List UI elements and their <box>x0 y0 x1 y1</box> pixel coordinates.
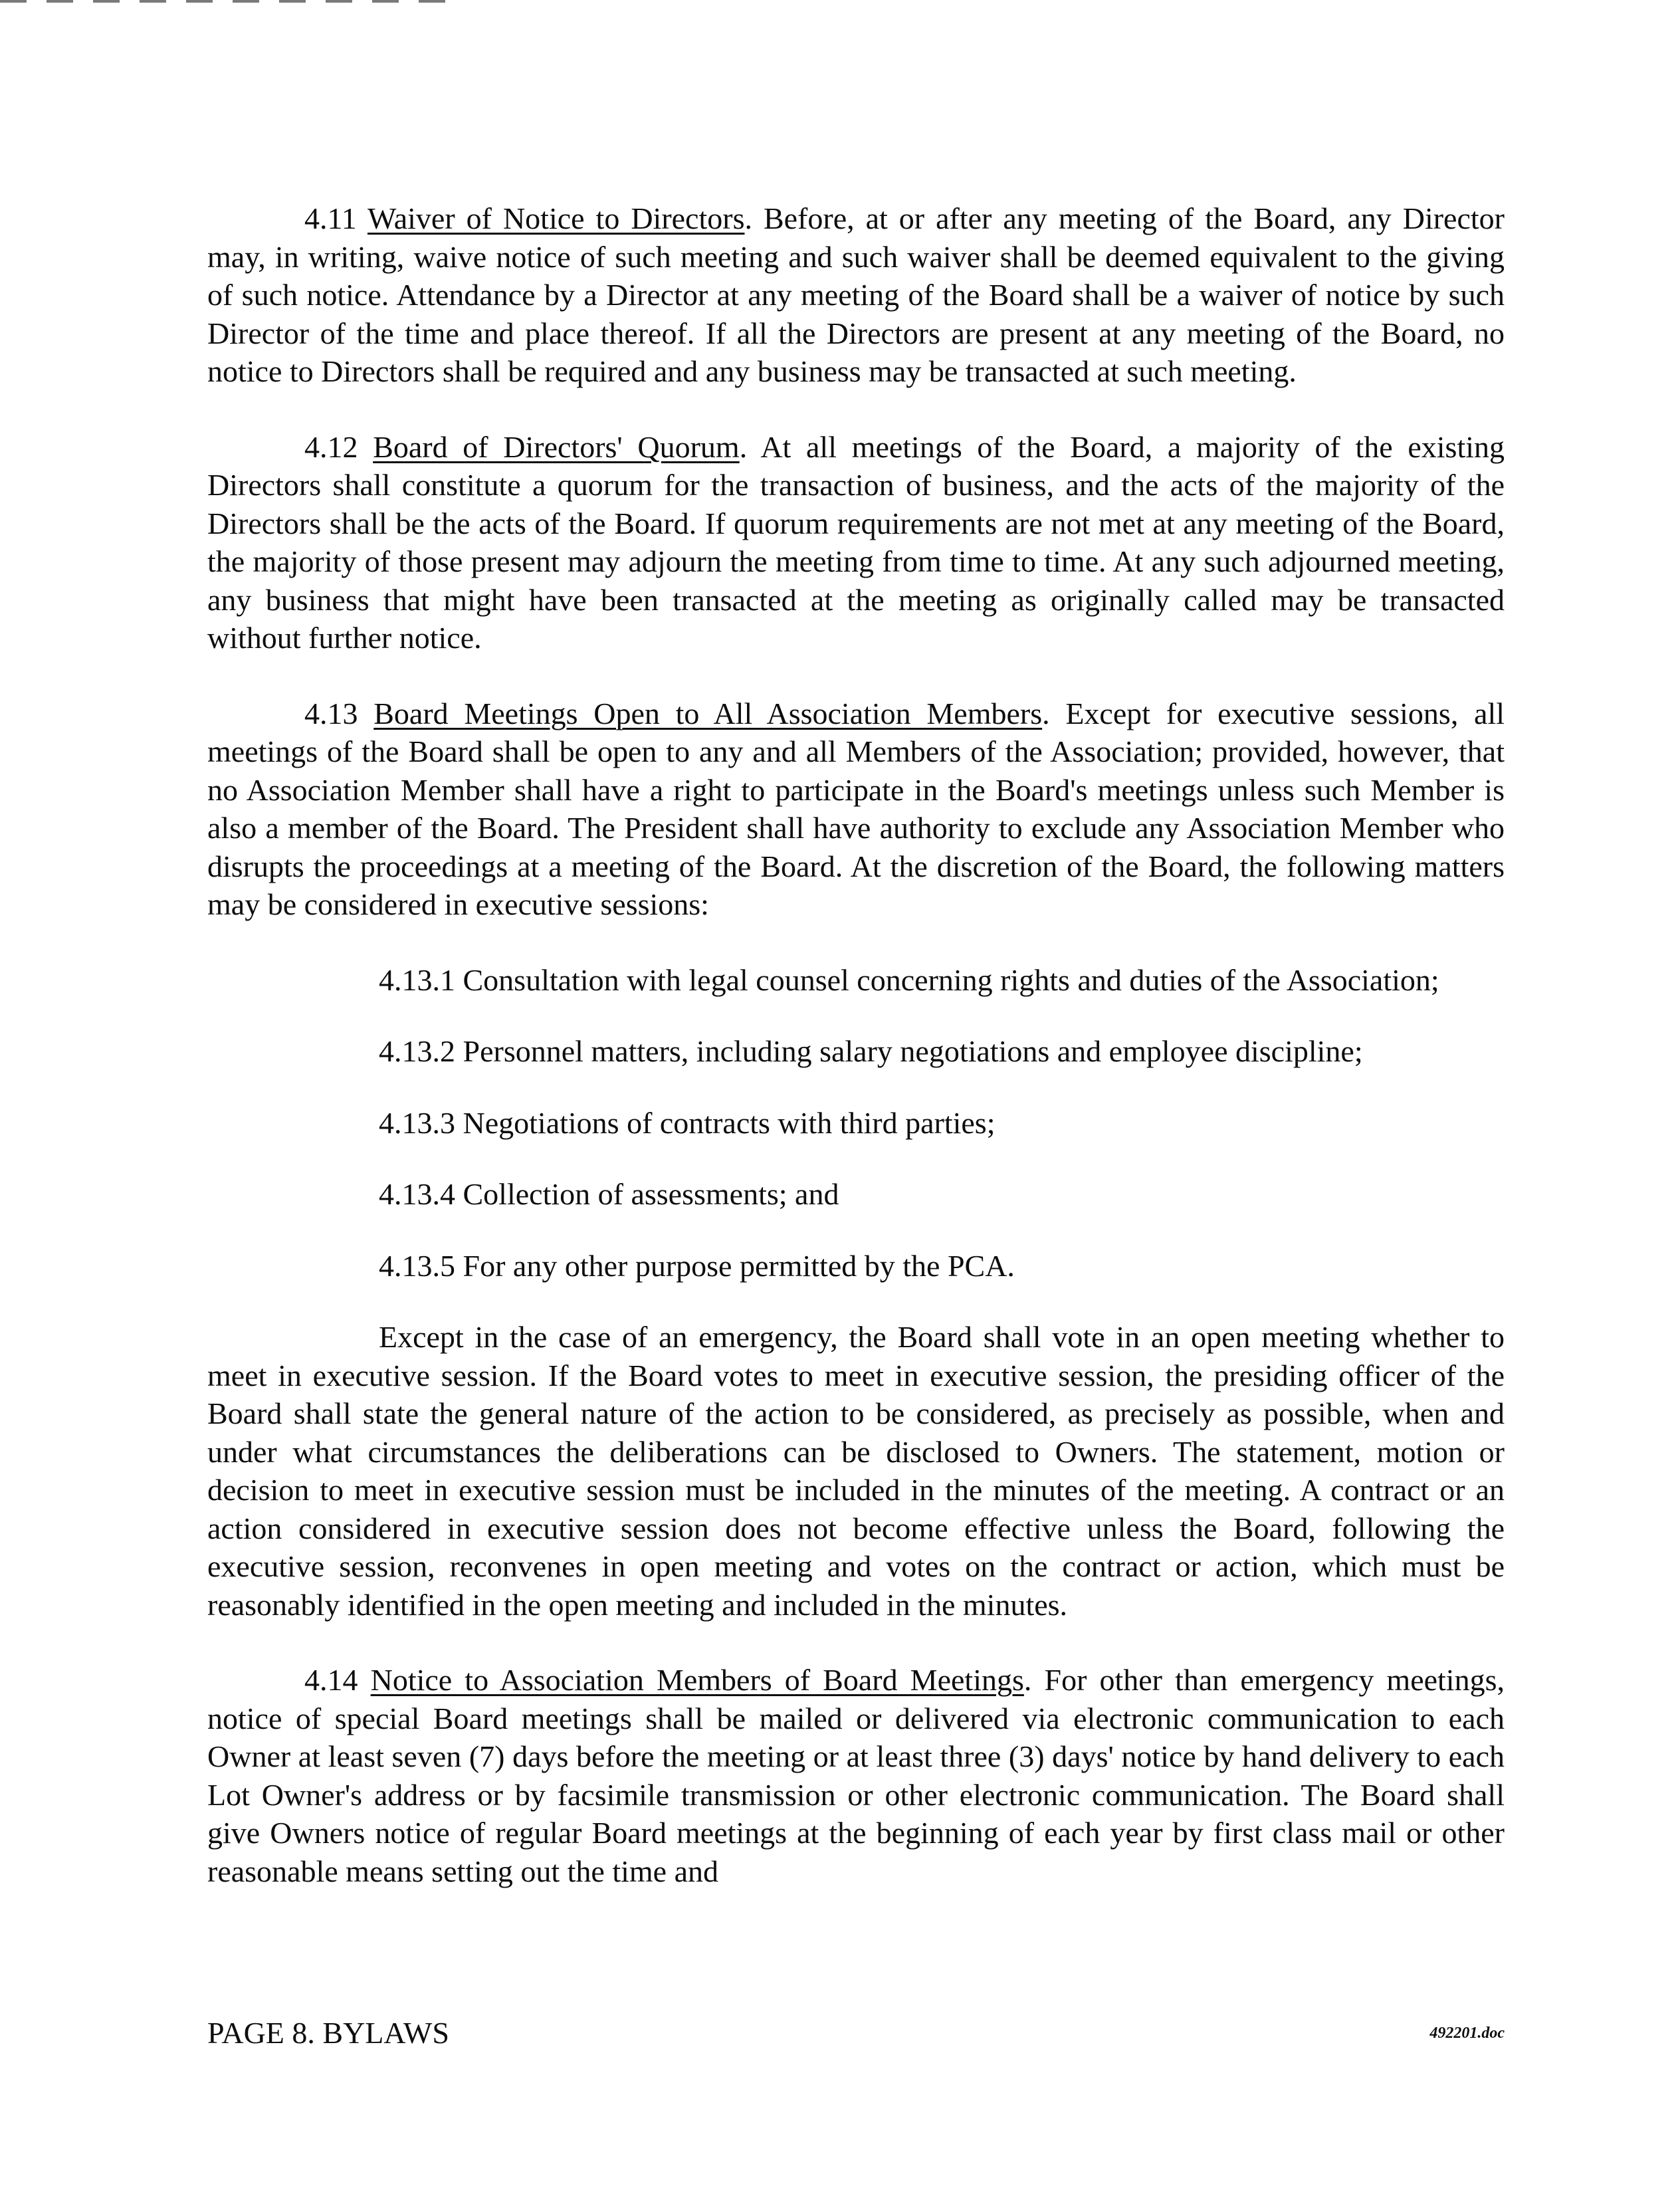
section-body: . For other than emergency meetings, notice of special Board meetings shall be mailed or delivered via electronic communication to each Owner at least seven (7) days before the meeting or at least three (3) days' notice by hand delivery to each Lot Owner's address or by facsimile transmission or other electronic communication. The Board shall give Owners notice of regular Board meetings at the beginning of each year by first class mail or other reasonable means setting out the time and <box>207 1663 1505 1888</box>
page-footer <box>207 2015 1505 2050</box>
document-page <box>207 199 1505 1890</box>
section-4-13 <box>207 695 1505 924</box>
subitem-4-13-3: 4.13.3 Negotiations of contracts with third parties; <box>379 1105 996 1140</box>
executive-session-paragraph: Except in the case of an emergency, the Board shall vote in an open meeting whether to meet in executive session. If the Board votes to meet in executive session, the presiding officer of the Board shall state the general nature of the action to be considered, as precisely as possible, when and under what circumstances the deliberations can be disclosed to Owners. The statement, motion or decision to meet in executive session must be included in the minutes of the meeting. A contract or an action considered in executive session does not become effective unless the Board, following the executive session, reconvenes in open meeting and votes on the contract or action, which must be reasonably identified in the open meeting and included in the minutes. <box>207 1320 1505 1622</box>
section-number: 4.11 <box>304 201 357 235</box>
section-number: 4.13 <box>304 696 358 730</box>
section-4-11 <box>207 199 1505 391</box>
section-4-12 <box>207 428 1505 657</box>
subitem-4-13-2: 4.13.2 Personnel matters, including salary negotiations and employee discipline; <box>379 1034 1363 1068</box>
document-id: 492201.doc <box>1429 2024 1505 2042</box>
section-title: Notice to Association Members of Board Meetings <box>370 1663 1024 1697</box>
subitem-4-13-5: 4.13.5 For any other purpose permitted by the PCA. <box>379 1248 1015 1283</box>
section-body: . At all meetings of the Board, a majority of the existing Directors shall constitute a quorum for the transaction of business, and the acts of the majority of the Directors shall be the acts of the Board. If quorum requirements are not met at any meeting of the Board, the majority of those present may adjourn the meeting from time to time. At any such adjourned meeting, any business that might have been transacted at the meeting as originally called may be transacted without further notice. <box>207 429 1505 655</box>
section-number: 4.12 <box>304 429 358 464</box>
scan-edge-artifact <box>0 0 465 3</box>
subitem-4-13-1: 4.13.1 Consultation with legal counsel concerning rights and duties of the Association; <box>379 962 1439 997</box>
subitem-4-13-4: 4.13.4 Collection of assessments; and <box>379 1177 839 1211</box>
section-title: Board Meetings Open to All Association Members <box>373 696 1043 730</box>
section-body: . Before, at or after any meeting of the Board, any Director may, in writing, waive notice of such meeting and such waiver shall be deemed equivalent to the giving of such notice. Attendance by a Director at any meeting of the Board shall be a waiver of notice by such Director of the time and place thereof. If all the Directors are present at any meeting of the Board, no notice to Directors shall be required and any business may be transacted at such meeting. <box>207 201 1505 388</box>
section-title: Waiver of Notice to Directors <box>367 201 745 235</box>
page-label: PAGE 8. BYLAWS <box>207 2016 449 2050</box>
section-body: . Except for executive sessions, all meetings of the Board shall be open to any and all Members of the Association; provided, however, that no Association Member shall have a right to participate in the Board's meetings unless such Member is also a member of the Board. The President shall have authority to exclude any Association Member who disrupts the proceedings at a meeting of the Board. At the discretion of the Board, the following matters may be considered in executive sessions: <box>207 696 1505 921</box>
section-title: Board of Directors' Quorum <box>373 429 740 464</box>
section-4-14 <box>207 1661 1505 1890</box>
section-number: 4.14 <box>304 1663 358 1697</box>
